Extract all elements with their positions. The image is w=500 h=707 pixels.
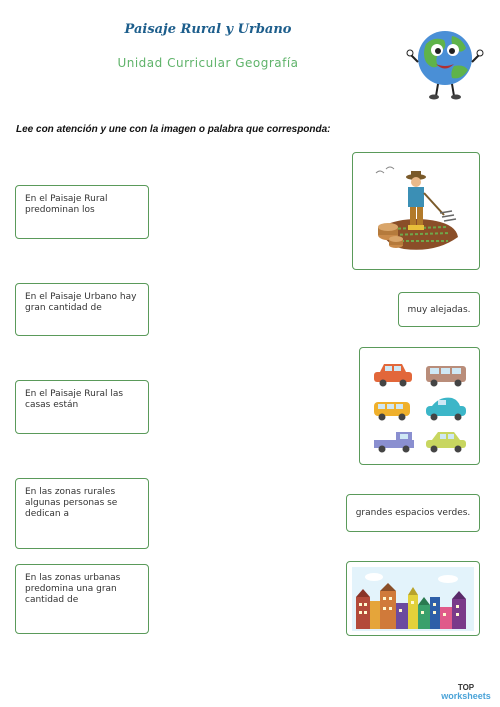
statement-4-text: En las zonas rurales algunas personas se dedican a	[25, 487, 118, 519]
answer-farmer-image[interactable]	[352, 152, 480, 270]
answer-text-1[interactable]	[398, 292, 480, 327]
page-title: Paisaje Rural y Urbano	[124, 22, 292, 37]
answer-text-2-label: grandes espacios verdes.	[355, 508, 471, 518]
statement-1-text: En el Paisaje Rural predominan los	[25, 194, 108, 215]
farmer-plowing-icon	[366, 163, 466, 259]
statement-1[interactable]	[15, 185, 149, 239]
answer-text-2[interactable]	[346, 494, 480, 532]
page-subtitle: Unidad Curricular Geografía	[117, 56, 299, 70]
earth-globe-character-icon	[404, 18, 486, 102]
statement-2[interactable]	[15, 283, 149, 336]
logo-bottom-text: worksheets	[441, 691, 491, 701]
answer-city-image[interactable]	[346, 561, 480, 636]
statement-4[interactable]	[15, 478, 149, 549]
city-buildings-icon	[352, 567, 474, 631]
statement-2-text: En el Paisaje Urbano hay gran cantidad de	[25, 292, 137, 313]
statement-5[interactable]	[15, 564, 149, 634]
statement-3-text: En el Paisaje Rural las casas están	[25, 389, 124, 410]
answer-cars-image[interactable]	[359, 347, 480, 465]
statement-5-text: En las zonas urbanas predomina una gran cantidad de	[25, 573, 121, 605]
statement-3[interactable]	[15, 380, 149, 434]
cars-icon	[370, 356, 470, 456]
logo-top-text: TOP	[457, 683, 475, 692]
answer-text-1-label: muy alejadas.	[407, 304, 471, 315]
topworksheets-logo	[436, 683, 496, 701]
instructions-text: Lee con atención y une con la imagen o palabra que corresponda:	[16, 124, 331, 135]
